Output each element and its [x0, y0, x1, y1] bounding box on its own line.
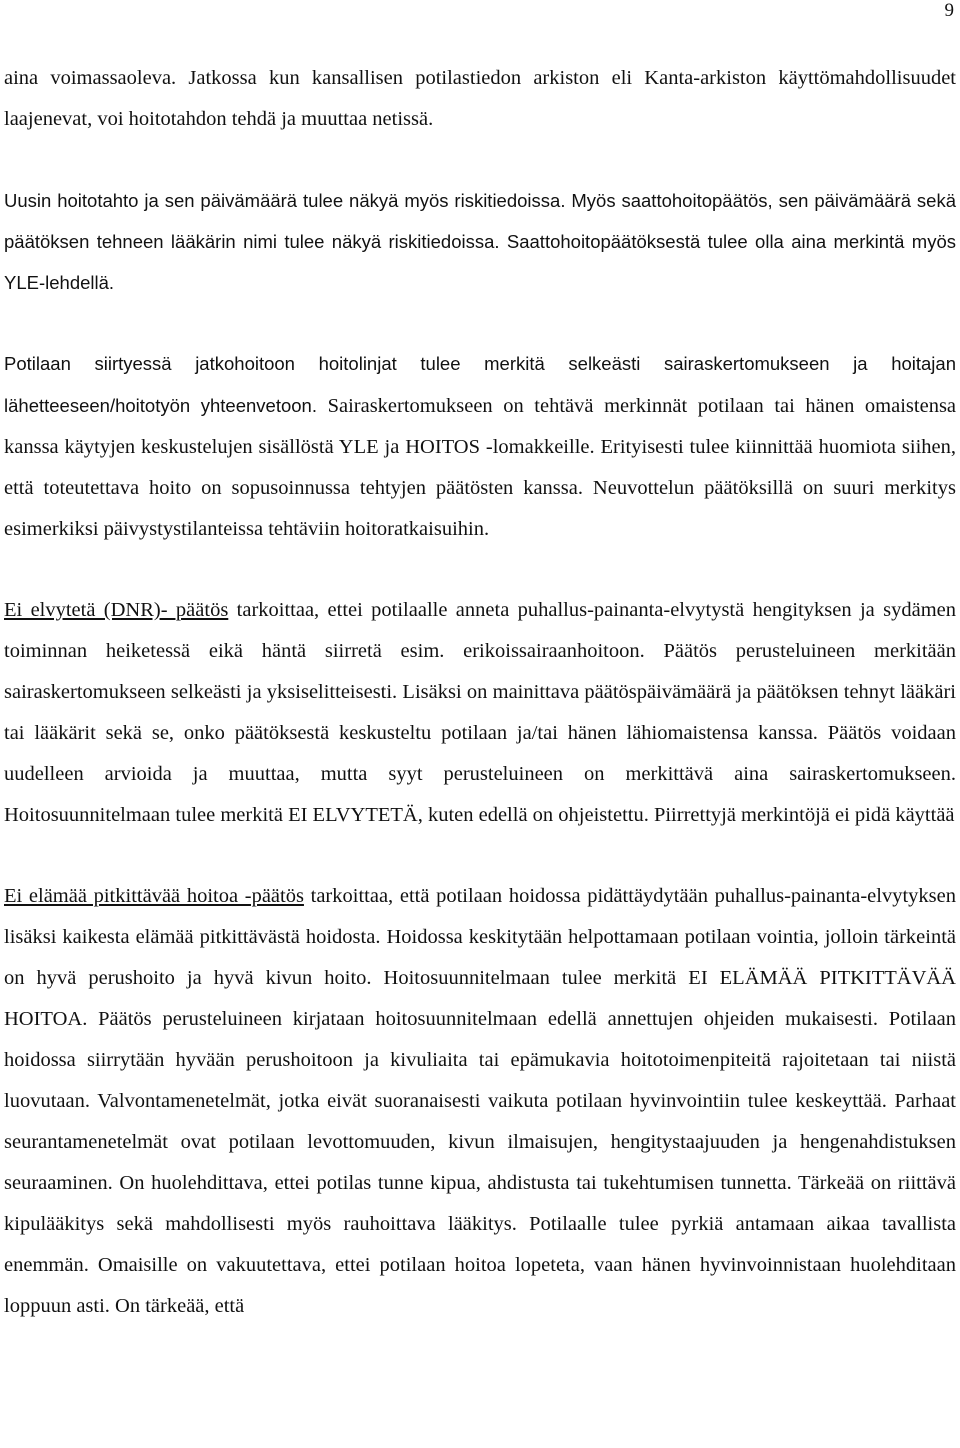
- no-life-prolonging-term: Ei elämää pitkittävää hoitoa -päätös: [4, 885, 304, 907]
- document-body: [4, 58, 956, 1327]
- no-life-prolonging-text: tarkoittaa, että potilaan hoidossa pidättäydytään puhallus-painanta-elvytyksen lisäksi kaikesta elämää pitkittävästä hoidosta. Hoidossa keskitytään helpottamaan potilaan vointia, jolloin tärkeintä on hyvä perushoito ja hyvä kivun hoito. Hoitosuunnitelmaan tulee merkitä EI ELÄMÄÄ PITKITTÄVÄÄ HOITOA. Päätös perusteluineen kirjataan hoitosuunnitelmaan edellä annettujen ohjeiden mukaisesti. Potilaan hoidossa siirrytään hyvään perushoitoon ja kivuliaita tai epämukavia hoitotoimenpiteitä rajoitetaan tai niistä luovutaan. Valvontamenetelmät, jotka eivät suoranaisesti vaikuta potilaan hyvinvointiin tulee keskeyttää. Parhaat seurantamenetelmät ovat potilaan levottomuuden, kivun ilmaisujen, hengitystaajuuden ja hengenahdistuksen seuraaminen. On huolehdittava, ettei potilas tunne kipua, ahdistusta tai tukehtumisen tunnetta. Tärkeää on riittävä kipulääkitys sekä mahdollisesti myös rauhoittava lääkitys. Potilaalle tulee pyrkiä antamaan aikaa tavallista enemmän. Omaisille on vakuutettava, ettei potilaan hoitoa lopeteta, vaan hänen hyvinvoinnistaan huolehditaan loppuun asti. On tärkeää, että: [4, 885, 956, 1317]
- follow-up-care-lead: Potilaan siirtyessä jatkohoitoon hoitolinjat tulee merkitä selkeästi sairaskertomukseen ja hoitajan lähetteeseen/hoitotyön yhteenvetoon.: [4, 353, 956, 416]
- dnr-decision-text: tarkoittaa, ettei potilaalle anneta puhallus-painanta-elvytystä hengityksen ja sydämen toiminnan heiketessä eikä häntä siirretä esim. erikoissairaanhoitoon. Päätös perusteluineen merkitään sairaskertomukseen selkeästi ja yksiselitteisesti. Lisäksi on mainittava päätöspäivämäärä ja päätöksen tehnyt lääkäri tai lääkärit sekä se, onko päätöksestä keskusteltu potilaan ja/tai hänen lähiomaistensa kanssa. Päätös voidaan uudelleen arvioida ja muuttaa, mutta syyt perusteluineen on merkittävä aina sairaskertomukseen. Hoitosuunnitelmaan tulee merkitä EI ELVYTETÄ, kuten edellä on ohjeistettu. Piirrettyjä merkintöjä ei pidä käyttää: [4, 599, 956, 826]
- paragraph-follow-up-care: [4, 343, 956, 550]
- follow-up-care-text: Sairaskertomukseen on tehtävä merkinnät potilaan tai hänen omaistensa kanssa käytyjen keskustelujen sisällöstä YLE ja HOITOS -lomakkeille. Erityisesti tulee kiinnittää huomiota siihen, että toteutettava hoito on sopusoinnussa tehtyjen päätösten kanssa. Neuvottelun päätöksillä on suuri merkitys esimerkiksi päivystystilanteissa tehtäviin hoitoratkaisuihin.: [4, 395, 957, 540]
- paragraph-risk-information: Uusin hoitotahto ja sen päivämäärä tulee näkyä myös riskitiedoissa. Myös saattohoitopäätös, sen päivämäärä sekä päätöksen tehneen lääkärin nimi tulee näkyä riskitiedoissa. Saattohoitopäätöksestä tulee olla aina merkintä myös YLE-lehdellä.: [4, 190, 956, 293]
- paragraph-no-life-prolonging-care: [4, 876, 956, 1327]
- dnr-decision-term: Ei elvytetä (DNR)- päätös: [4, 599, 229, 621]
- paragraph-dnr-decision: [4, 590, 956, 836]
- page-number: 9: [944, 0, 954, 21]
- paragraph-kanta-archive: aina voimassaoleva. Jatkossa kun kansallisen potilastiedon arkiston eli Kanta-arkiston käyttömahdollisuudet laajenevat, voi hoitotahdon tehdä ja muuttaa netissä.: [4, 67, 956, 130]
